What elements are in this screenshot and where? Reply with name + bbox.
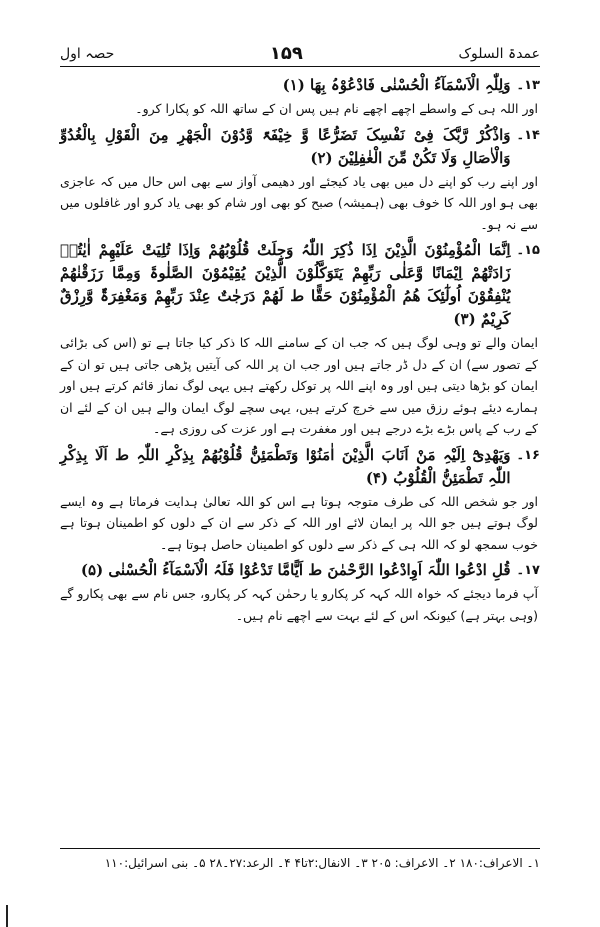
verse-head bbox=[60, 444, 540, 490]
verse-number: ۱۴۔ bbox=[516, 127, 540, 143]
arabic-verse: قُلِ ادْعُوا اللّٰہَ اَوِادْعُوا الرَّحْمٰنَ ط اَیًّامَّا تَدْعُوْا فَلَہُ الْاَسْمَآءُ الْحُسْنٰی (۵) bbox=[80, 561, 511, 579]
page-body bbox=[60, 74, 540, 799]
urdu-translation: اور جو شخص اللہ کی طرف متوجہ ہوتا ہے اس کو اللہ تعالیٰ ہدایت فرماتا ہے وہ ایسے لوگ ہوتے ہیں جو اللہ پر ایمان لائے اور اللہ کے ذکر سے ان کے دلوں کو اطمینان ہوتا ہے خوب سمجھ لو کہ اللہ ہی کے ذکر سے دلوں کو اطمینان حاصل ہوتا ہے۔ bbox=[60, 493, 538, 552]
verse-number: ۱۵۔ bbox=[516, 243, 540, 258]
urdu-translation: اور اللہ ہی کے واسطے اچھے اچھے نام ہیں پس ان کے ساتھ اللہ کو پکارا کرو۔ bbox=[135, 101, 538, 116]
verse-head bbox=[60, 74, 540, 97]
verse-head bbox=[60, 124, 540, 170]
verse-number: ۱۷۔ bbox=[516, 563, 540, 578]
verse-entry-16 bbox=[60, 444, 540, 556]
footnotes bbox=[60, 848, 540, 877]
part-label: حصہ اول bbox=[60, 46, 115, 62]
verse-entry-17 bbox=[60, 559, 540, 626]
verse-entry-14 bbox=[60, 124, 540, 236]
page-header bbox=[60, 36, 540, 67]
verse-head bbox=[60, 559, 540, 582]
verse-entry-13 bbox=[60, 74, 540, 120]
urdu-translation: اور اپنے رب کو اپنے دل میں بھی یاد کیجئے اور دھیمی آواز سے بھی اس حال میں کہ عاجزی بھی ہو اور اللہ کا خوف بھی (ہمیشہ) صبح کو بھی اور شام کو بھی یاد کرو اور غافلوں میں سے نہ ہو۔ bbox=[60, 173, 538, 232]
verse-entry-15 bbox=[60, 239, 540, 440]
urdu-translation: ایمان والے تو وہی لوگ ہیں کہ جب ان کے سامنے اللہ کا ذکر کیا جاتا ہے تو (اس کی بڑائی کے تصور سے) ان کے دل ڈر جاتے ہیں اور جب ان پر اللہ کی آیتیں پڑھی جاتی ہیں تو ان کے ایمان کو بڑھا دیتی ہیں اور وہ اپنے اللہ پر توکل رکھتے ہیں یہی لوگ نماز قائم کرتے ہیں اور ہمارے دیئے ہوئے رزق میں سے خرچ کرتے ہیں، یہی سچے لوگ ایمان والے ہیں ان کے لئے ان کے رب کے پاس بڑے بڑے درجے ہیں اور مغفرت ہے اور عزت کی روزی ہے۔ bbox=[60, 335, 538, 436]
arabic-verse: اِنَّمَا الْمُؤْمِنُوْنَ الَّذِیْنَ اِذَا ذُکِرَ اللّٰہُ وَجِلَتْ قُلُوْبُھُمْ وَاِذَا تُلِیَتْ عَلَیْھِمْ اٰیٰتُہٗ زَادَتْھُمْ اِیْمَانًا وَّعَلٰی رَبِّھِمْ یَتَوَکَّلُوْنَ الَّذِیْنَ یُقِیْمُوْنَ الصَّلٰوۃَ وَمِمَّا رَزَقْنٰھُمْ یُنْفِقُوْنَ اُولٰٓئِکَ ھُمُ الْمُؤْمِنُوْنَ حَقًّا ط لَھُمْ دَرَجٰتٌ عِنْدَ رَبِّھِمْ وَمَغْفِرَۃٌ وَّرِزْقٌ کَرِیْمٌ (۳) bbox=[60, 241, 511, 328]
margin-mark bbox=[6, 905, 8, 927]
verse-number: ۱۳۔ bbox=[516, 78, 540, 93]
arabic-verse: وَیَھْدِیْٓ اِلَیْہِ مَنْ اَنَابَ الَّذِیْنَ اٰمَنُوْا وَتَطْمَئِنُّ قُلُوْبُھُمْ بِذِکْرِ اللّٰہِ ط اَلَا بِذِکْرِ اللّٰہِ تَطْمَئِنُّ الْقُلُوْبُ (۴) bbox=[60, 445, 511, 487]
footnote-references: ۱۔ الاعراف:۱۸۰ ۲۔ الاعراف: ۲۰۵ ۳۔ الانفال:۲تا۴ ۴۔ الرعد:۲۷۔۲۸ ۵۔ بنی اسرائیل:۱۱۰ bbox=[104, 856, 540, 870]
verse-number: ۱۶۔ bbox=[516, 447, 540, 463]
book-title: عمدۃ السلوک bbox=[458, 46, 540, 62]
urdu-translation: آپ فرما دیجئے کہ خواہ اللہ کہہ کر پکارو یا رحمٰن کہہ کر پکارو، جس نام سے بھی پکارو گے (وہی بہتر ہے) کیونکہ اس کے لئے بہت سے اچھے نام ہیں۔ bbox=[60, 586, 538, 623]
verse-head bbox=[60, 239, 540, 331]
arabic-verse: وَاذْکُرْ رَّبَّکَ فِیْ نَفْسِکَ تَضَرُّعًا وَّ خِیْفَۃً وَّدُوْنَ الْجَھْرِ مِنَ الْقَوْلِ بِالْغُدُوِّ وَالْاٰصَالِ وَلَا تَکُنْ مِّنَ الْغٰفِلِیْنَ (۲) bbox=[60, 125, 511, 167]
arabic-verse: وَلِلّٰہِ الْاَسْمَآءُ الْحُسْنٰی فَادْعُوْہُ بِھَا (۱) bbox=[282, 76, 511, 94]
page-number: ۱۵۹ bbox=[269, 43, 303, 64]
